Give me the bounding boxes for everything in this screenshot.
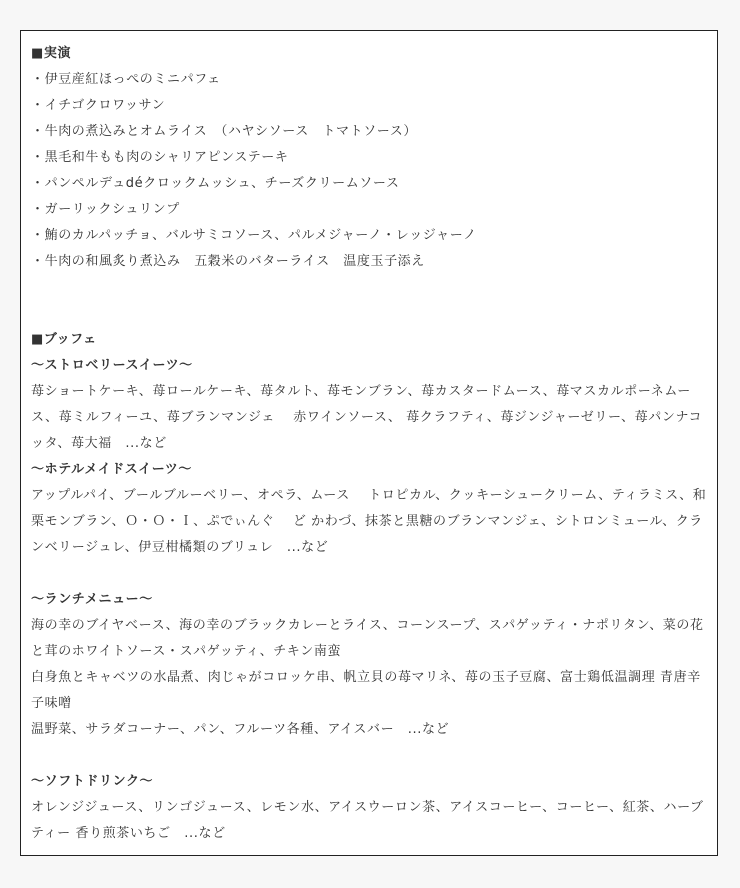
lunch-menu-line: 海の幸のブイヤベース、海の幸のブラックカレーとライス、コーンスープ、スパゲッティ・ナポリタン、菜の花と茸のホワイトソース・スパゲッティ、チキン南蛮 [31,618,704,659]
demo-item: ・ガーリックシュリンプ [31,202,180,217]
demo-item: ・伊豆産紅ほっぺのミニパフェ [31,72,221,87]
lunch-menu-title: ～ランチメニュー～ [31,592,153,607]
menu-panel [20,30,718,856]
spacer [31,743,707,769]
buffet-heading: ■ブッフェ [31,332,97,347]
demo-item: ・イチゴクロワッサン [31,98,166,113]
demo-heading: ■実演 [31,46,72,61]
strawberry-sweets-list: 苺ショートケーキ、苺ロールケーキ、苺タルト、苺モンブラン、苺カスタードムース、苺マスカルポーネムース、苺ミルフィーユ、苺ブランマンジェ 赤ワインソース、 苺クラフティ、苺ジンジャーゼリー、苺パンナコッタ、苺大福 ...など [31,384,703,451]
spacer [31,561,707,587]
demo-item: ・パンペルデュdéクロックムッシュ、チーズクリームソース [31,176,400,191]
soft-drinks-title: ～ソフトドリンク～ [31,774,154,789]
lunch-menu-line: 温野菜、サラダコーナー、パン、フルーツ各種、アイスバー ...など [31,722,450,737]
strawberry-sweets-title: ～ストロベリースイーツ～ [31,358,193,373]
hotel-sweets-list: アップルパイ、ブールブルーベリー、オペラ、ムース トロピカル、クッキーシュークリーム、ティラミス、和栗モンブラン、Ｏ・Ｏ・Ｉ、ぷでぃんぐ ど かわづ、抹茶と黒糖のブランマンジェ、シトロンミュール、クランベリージュレ、伊豆柑橘類のブリュレ ...など [31,488,707,555]
demo-item: ・牛肉の和風炙り煮込み 五穀米のバターライス 温度玉子添え [31,254,425,269]
demo-item: ・黒毛和牛もも肉のシャリアピンステーキ [31,150,289,165]
spacer [31,275,707,327]
soft-drinks-list: オレンジジュース、リンゴジュース、レモン水、アイスウーロン茶、アイスコーヒー、コーヒー、紅茶、ハーブティー 香り煎茶いちご ...など [31,800,704,841]
demo-item: ・牛肉の煮込みとオムライス （ハヤシソース トマトソース） [31,124,417,139]
lunch-menu-line: 白身魚とキャベツの水晶煮、肉じゃがコロッケ串、帆立貝の苺マリネ、苺の玉子豆腐、富士鶏低温調理 青唐辛子味噌 [31,670,701,711]
demo-item: ・鮪のカルパッチョ、バルサミコソース、パルメジャーノ・レッジャーノ [31,228,477,243]
hotel-sweets-title: ～ホテルメイドスイーツ～ [31,462,192,477]
